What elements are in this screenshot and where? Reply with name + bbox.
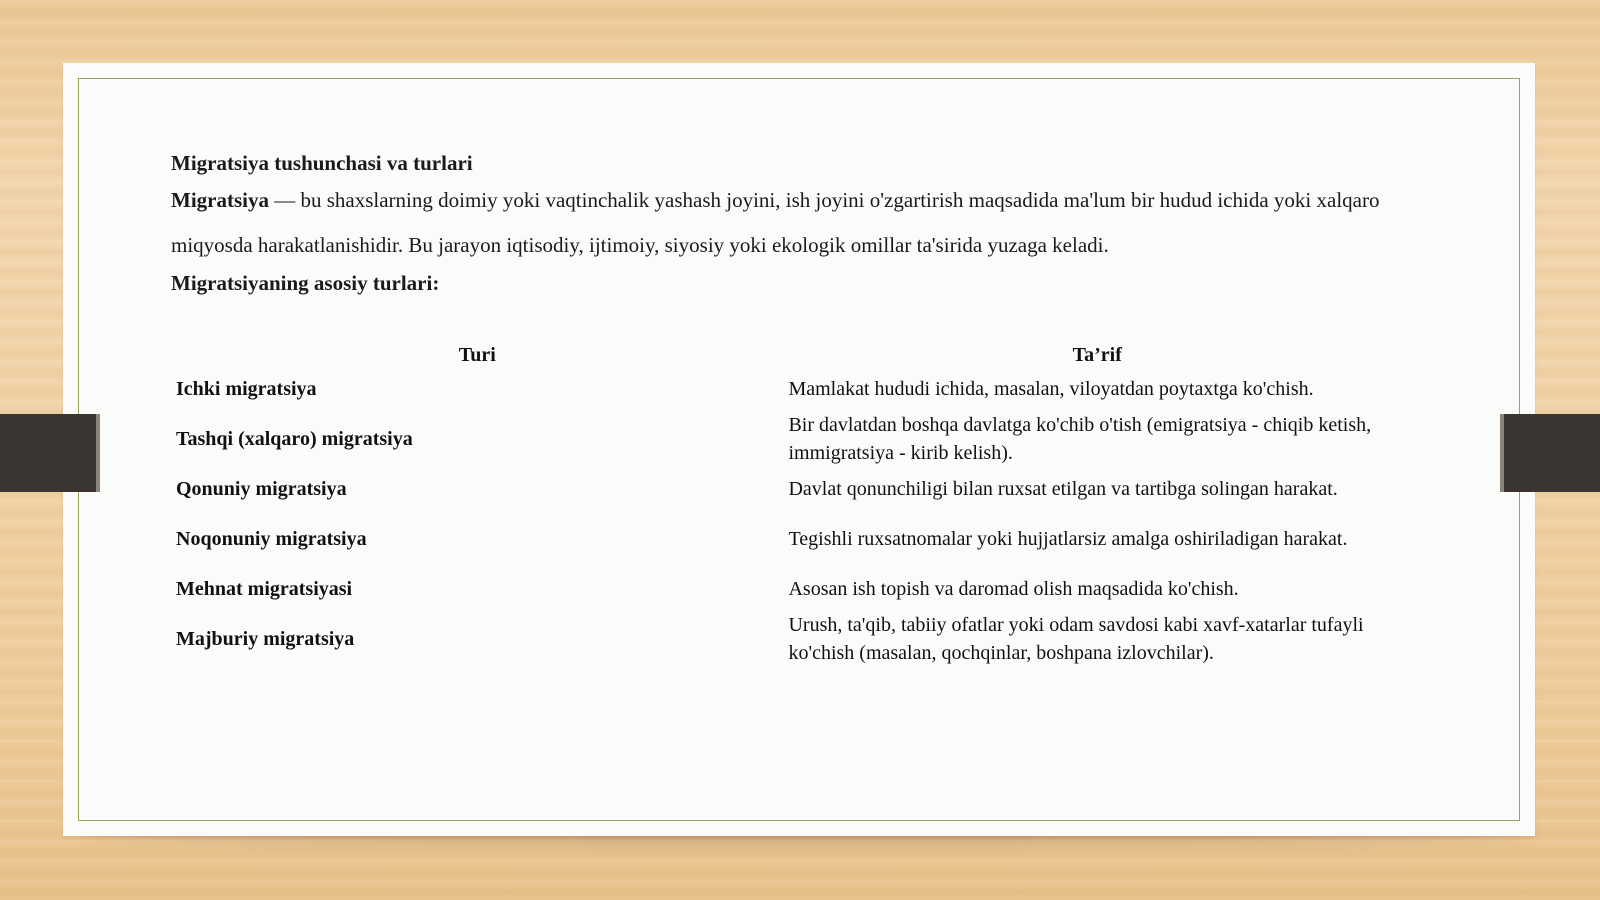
slide-text-block [171,148,1441,298]
definition-cell: Davlat qonunchiligi bilan ruxsat etilgan va tartibga solingan harakat. [788,478,1338,500]
left-binder-tab [0,414,100,492]
table-row [171,372,1411,406]
slide-title: Migratsiya tushunchasi va turlari [171,151,473,175]
definition-cell: Asosan ish topish va daromad olish maqsadida ko'chish. [788,578,1239,600]
right-binder-tab [1500,414,1600,492]
definition-paragraph [171,178,1441,268]
definition-term: Migratsiya [171,188,269,212]
type-cell: Ichki migratsiya [176,378,317,400]
column-header-definition: Ta’rif [1072,344,1122,366]
types-subtitle: Migratsiyaning asosiy turlari: [171,271,440,295]
definition-cell: Bir davlatdan boshqa davlatga ko'chib o'tish (emigratsiya - chiqib ketish, immigratsiya - kirib kelish). [788,414,1372,464]
column-header-type: Turi [458,344,496,366]
table-row [171,472,1411,506]
table-header-row [171,340,1411,372]
table-row [171,406,1411,472]
definition-cell: Urush, ta'qib, tabiiy ofatlar yoki odam savdosi kabi xavf-xatarlar tufayli ko'chish (masalan, qochqinlar, boshpana izlovchilar). [788,614,1364,664]
migration-types-table [171,340,1411,672]
type-cell: Tashqi (xalqaro) migratsiya [176,428,413,450]
definition-cell: Tegishli ruxsatnomalar yoki hujjatlarsiz amalga oshiriladigan harakat. [788,528,1348,550]
definition-text: — bu shaxslarning doimiy yoki vaqtinchalik yashash joyini, ish joyini o'zgartirish maqsadida ma'lum bir hudud ichida yoki xalqaro miqyosda harakatlanishidir. Bu jarayon iqtisodiy, ijtimoiy, siyosiy yoki ekologik omillar ta'sirida yuzaga keladi. [171,188,1380,257]
type-cell: Majburiy migratsiya [176,628,355,650]
table-row [171,606,1411,672]
table-row [171,506,1411,572]
table-row [171,572,1411,606]
type-cell: Noqonuniy migratsiya [176,528,367,550]
definition-cell: Mamlakat hududi ichida, masalan, viloyatdan poytaxtga ko'chish. [788,378,1314,400]
type-cell: Qonuniy migratsiya [176,478,347,500]
type-cell: Mehnat migratsiyasi [176,578,353,600]
